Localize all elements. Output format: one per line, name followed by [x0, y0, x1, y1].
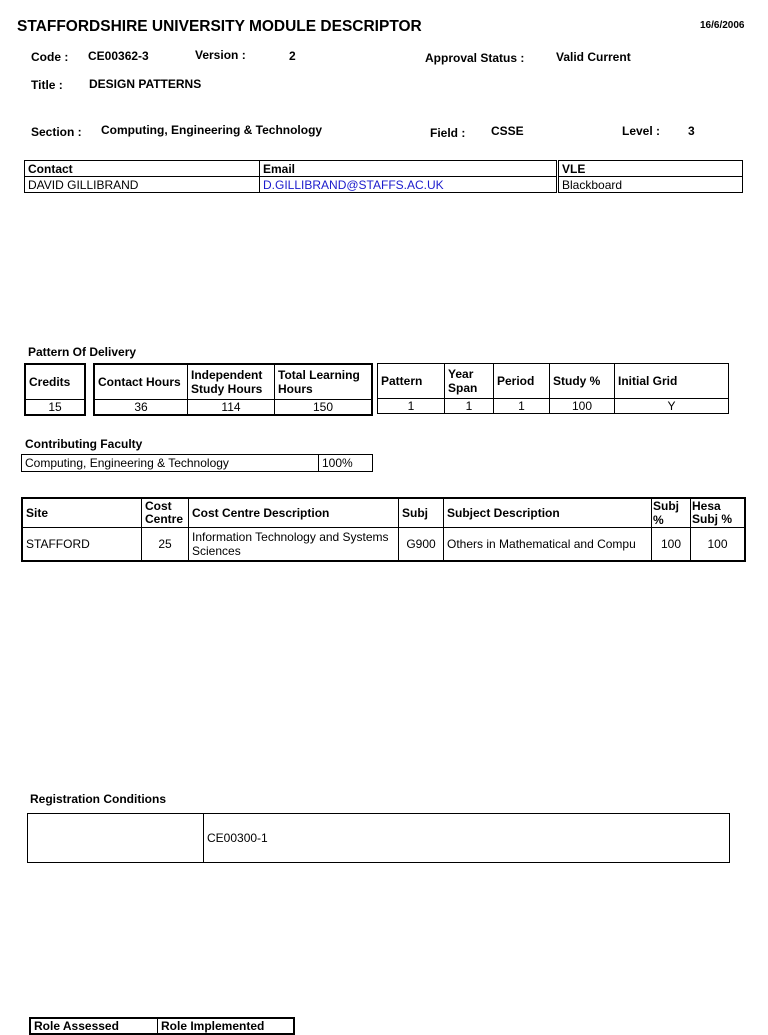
year-span-value: 1	[445, 399, 494, 414]
subj-percent-value: 100	[652, 528, 691, 561]
approval-label: Approval Status :	[425, 51, 525, 65]
hours-table	[93, 363, 373, 416]
site-table	[21, 497, 746, 562]
faculty-name: Computing, Engineering & Technology	[22, 455, 319, 472]
contact-email[interactable]: D.GILLIBRAND@STAFFS.AC.UK	[260, 177, 558, 193]
period-value: 1	[494, 399, 550, 414]
pattern-table	[377, 363, 729, 414]
hesa-subj-percent-header: Hesa Subj %	[691, 498, 746, 528]
subj-header: Subj	[399, 498, 444, 528]
hesa-subj-percent-value: 100	[691, 528, 746, 561]
faculty-table	[21, 454, 373, 472]
initial-grid-header: Initial Grid	[615, 364, 729, 399]
site-header: Site	[22, 498, 142, 528]
site-value: STAFFORD	[22, 528, 142, 561]
level-value: 3	[688, 124, 695, 138]
subj-percent-header: Subj %	[652, 498, 691, 528]
total-hours-value: 150	[275, 399, 373, 415]
document-date: 16/6/2006	[700, 20, 745, 31]
cost-centre-description-header: Cost Centre Description	[189, 498, 399, 528]
pattern-value: 1	[378, 399, 445, 414]
role-assessed-header: Role Assessed	[30, 1018, 158, 1034]
role-table	[29, 1017, 295, 1035]
subj-value: G900	[399, 528, 444, 561]
field-label: Field :	[430, 126, 466, 140]
independent-hours-value: 114	[188, 399, 275, 415]
contact-table	[24, 160, 743, 193]
code-value: CE00362-3	[88, 49, 149, 63]
year-span-header: Year Span	[445, 364, 494, 399]
version-value: 2	[289, 49, 296, 63]
credits-value: 15	[25, 399, 85, 415]
study-percent-value: 100	[550, 399, 615, 414]
contact-header: Contact	[25, 161, 260, 177]
level-label: Level :	[622, 124, 661, 138]
section-label: Section :	[31, 125, 82, 139]
subject-description-value: Others in Mathematical and Compu	[444, 528, 652, 561]
faculty-percent: 100%	[319, 455, 373, 472]
registration-heading: Registration Conditions	[30, 792, 166, 806]
contact-name: DAVID GILLIBRAND	[25, 177, 260, 193]
registration-table	[27, 813, 730, 863]
vle-value: Blackboard	[558, 177, 743, 193]
section-value: Computing, Engineering & Technology	[101, 123, 323, 137]
study-percent-header: Study %	[550, 364, 615, 399]
cost-centre-value: 25	[142, 528, 189, 561]
role-implemented-header: Role Implemented	[158, 1018, 295, 1034]
contact-hours-value: 36	[94, 399, 188, 415]
cost-centre-description-value: Information Technology and Systems Sciences	[189, 528, 399, 561]
initial-grid-value: Y	[615, 399, 729, 414]
credits-header: Credits	[25, 364, 85, 399]
version-label: Version :	[195, 48, 246, 62]
vle-header: VLE	[558, 161, 743, 177]
cost-centre-header: Cost Centre	[142, 498, 189, 528]
title-label: Title :	[31, 78, 63, 92]
credits-table	[24, 363, 86, 416]
subject-description-header: Subject Description	[444, 498, 652, 528]
email-header: Email	[260, 161, 558, 177]
contact-hours-header: Contact Hours	[94, 364, 188, 399]
document-title: STAFFORDSHIRE UNIVERSITY MODULE DESCRIPTOR	[17, 18, 422, 35]
registration-condition: CE00300-1	[204, 814, 730, 863]
total-hours-header: Total Learning Hours	[275, 364, 373, 399]
field-value: CSSE	[491, 124, 524, 138]
period-header: Period	[494, 364, 550, 399]
title-value: DESIGN PATTERNS	[89, 77, 202, 91]
delivery-heading: Pattern Of Delivery	[28, 345, 137, 359]
code-label: Code :	[31, 50, 69, 64]
pattern-header: Pattern	[378, 364, 445, 399]
approval-value: Valid Current	[556, 50, 631, 64]
independent-hours-header: Independent Study Hours	[188, 364, 275, 399]
registration-left-cell	[28, 814, 204, 863]
faculty-heading: Contributing Faculty	[25, 437, 143, 451]
